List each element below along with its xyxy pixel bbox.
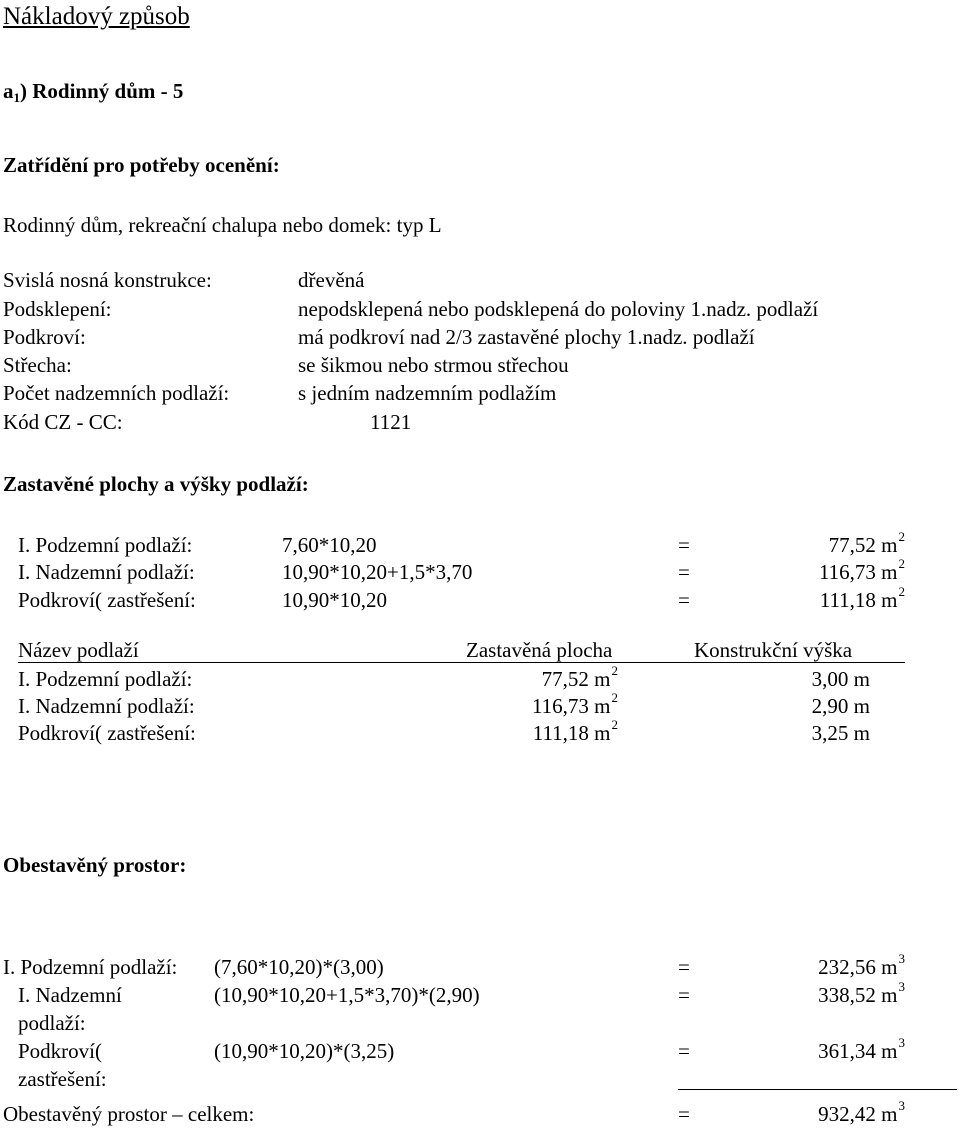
- classification-label: Počet nadzemních podlaží:: [3, 381, 230, 405]
- area-row-equals: =: [678, 588, 690, 612]
- table-cell-height: 3,25 m: [811, 721, 870, 745]
- table-cell-area: [440, 663, 618, 691]
- volume-total-label: Obestavěný prostor – celkem:: [3, 1102, 255, 1126]
- classification-label: Kód CZ - CC:: [3, 410, 123, 434]
- table-cell-area-number: 111,18 m: [532, 721, 611, 745]
- table-header-area: Zastavěná plocha: [466, 638, 613, 662]
- volume-row-value: [740, 951, 905, 979]
- table-cell-area: [440, 690, 618, 718]
- area-row-unit-exponent: 2: [898, 556, 905, 571]
- area-row-formula: 10,90*10,20+1,5*3,70: [282, 560, 473, 584]
- classification-heading: Zatřídění pro potřeby ocenění:: [3, 153, 280, 177]
- area-row-label: I. Podzemní podlaží:: [18, 533, 193, 557]
- volume-row-unit-exponent: 3: [898, 979, 905, 994]
- table-cell-area-number: 77,52 m: [541, 667, 611, 691]
- classification-value: má podkroví nad 2/3 zastavěné plochy 1.nadz. podlaží: [298, 325, 755, 349]
- volume-total-unit-exponent: 3: [898, 1098, 905, 1113]
- built-area-heading: Zastavěné plochy a výšky podlaží:: [3, 472, 309, 496]
- page-title: Nákladový způsob: [3, 3, 190, 30]
- volume-row-value-number: 232,56 m: [818, 955, 898, 979]
- area-row-label: Podkroví( zastřešení:: [18, 588, 196, 612]
- classification-label: Podsklepení:: [3, 297, 112, 321]
- volume-row-equals: =: [678, 955, 690, 979]
- area-row-value: [740, 529, 905, 557]
- area-row-value: [740, 584, 905, 612]
- table-cell-area-exponent: 2: [611, 663, 618, 678]
- table-cell-area-number: 116,73 m: [531, 694, 611, 718]
- volume-row-unit-exponent: 3: [898, 1035, 905, 1050]
- volume-row-value-number: 338,52 m: [818, 983, 898, 1007]
- volume-total-equals: =: [678, 1102, 690, 1126]
- heading-a1-text: ) Rodinný dům - 5: [20, 79, 184, 103]
- volume-total-value: [740, 1098, 905, 1126]
- table-header-height: Konstrukční výška: [694, 638, 853, 662]
- volume-row-label: I. Podzemní podlaží:: [3, 955, 178, 979]
- total-sum-rule: [678, 1089, 957, 1090]
- volume-row-label-continued: zastřešení:: [18, 1067, 107, 1091]
- table-cell-name: Podkroví( zastřešení:: [18, 721, 196, 745]
- classification-value: 1121: [370, 410, 412, 434]
- volume-row-label: I. Nadzemní: [18, 983, 122, 1007]
- volume-row-value: [740, 1035, 905, 1063]
- classification-value: s jedním nadzemním podlažím: [298, 381, 557, 405]
- classification-label: Svislá nosná konstrukce:: [3, 268, 212, 292]
- area-row-equals: =: [678, 533, 690, 557]
- section-heading-a1: [3, 79, 184, 105]
- volume-row-value: [740, 979, 905, 1007]
- area-row-value-number: 111,18 m: [819, 588, 898, 612]
- classification-type: Rodinný dům, rekreační chalupa nebo domek: typ L: [3, 213, 442, 237]
- classification-label: Střecha:: [3, 353, 72, 377]
- volume-row-formula: (10,90*10,20)*(3,25): [214, 1039, 395, 1063]
- area-row-value-number: 77,52 m: [828, 533, 898, 557]
- area-row-value-number: 116,73 m: [818, 560, 898, 584]
- heading-a1-prefix: a: [3, 79, 14, 103]
- volume-row-formula: (7,60*10,20)*(3,00): [214, 955, 384, 979]
- table-cell-name: I. Nadzemní podlaží:: [18, 694, 195, 718]
- classification-value: se šikmou nebo strmou střechou: [298, 353, 569, 377]
- area-row-unit-exponent: 2: [898, 529, 905, 544]
- volume-row-equals: =: [678, 1039, 690, 1063]
- table-header-rule: [18, 662, 905, 663]
- area-row-formula: 7,60*10,20: [282, 533, 377, 557]
- area-row-unit-exponent: 2: [898, 584, 905, 599]
- table-cell-area-exponent: 2: [611, 690, 618, 705]
- volume-row-unit-exponent: 3: [898, 951, 905, 966]
- volume-total-value-number: 932,42 m: [818, 1102, 898, 1126]
- area-row-formula: 10,90*10,20: [282, 588, 387, 612]
- table-cell-name: I. Podzemní podlaží:: [18, 667, 193, 691]
- area-row-label: I. Nadzemní podlaží:: [18, 560, 195, 584]
- classification-value: dřevěná: [298, 268, 365, 292]
- area-row-value: [740, 556, 905, 584]
- heading-a1-subscript: 1: [13, 90, 20, 105]
- volume-row-label: Podkroví(: [18, 1039, 102, 1063]
- table-cell-height: 2,90 m: [811, 694, 870, 718]
- volume-row-equals: =: [678, 983, 690, 1007]
- table-cell-area-exponent: 2: [611, 717, 618, 732]
- enclosed-space-heading: Obestavěný prostor:: [3, 853, 187, 877]
- area-row-equals: =: [678, 560, 690, 584]
- table-header-name: Název podlaží: [18, 638, 139, 662]
- classification-label: Podkroví:: [3, 325, 86, 349]
- volume-row-label-continued: podlaží:: [18, 1011, 86, 1035]
- classification-value: nepodsklepená nebo podsklepená do poloviny 1.nadz. podlaží: [298, 297, 819, 321]
- volume-row-formula: (10,90*10,20+1,5*3,70)*(2,90): [214, 983, 480, 1007]
- volume-row-value-number: 361,34 m: [818, 1039, 898, 1063]
- table-cell-height: 3,00 m: [811, 667, 870, 691]
- table-cell-area: [440, 717, 618, 745]
